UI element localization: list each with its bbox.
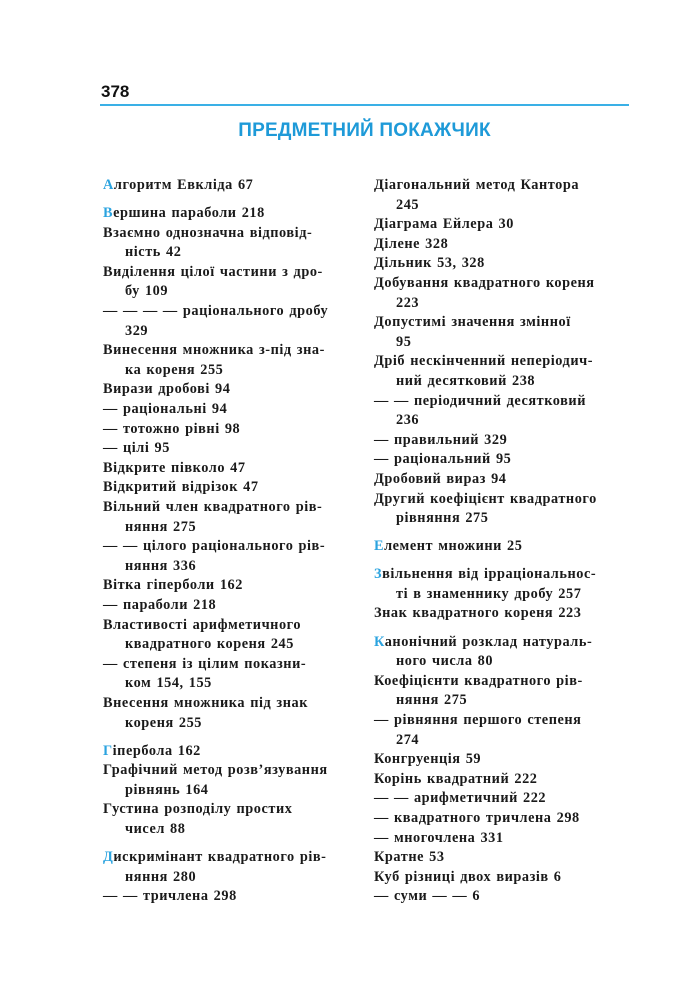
index-entry-text: Коефіцієнти квадратного рів- [374, 672, 583, 689]
index-entry-text: Дільник 53, 328 [374, 255, 485, 272]
index-entry [103, 459, 365, 479]
index-entry-text: Діаграма Ейлера 30 [374, 216, 514, 233]
index-letter-initial: В [103, 205, 114, 222]
index-entry [374, 672, 636, 711]
index-entry [103, 694, 365, 733]
index-entry [103, 498, 365, 537]
index-entry-rest: лгоритм Евкліда 67 [113, 177, 254, 193]
index-entry-text [103, 204, 365, 224]
header-rule [100, 104, 629, 106]
index-entry-continuation: няння 336 [125, 557, 197, 574]
index-entry-continuation: 245 [396, 196, 420, 213]
index-entry [374, 352, 636, 391]
index-entry-text: Корінь квадратний 222 [374, 770, 538, 787]
index-entry-text [374, 537, 636, 557]
index-entry-text: — правильний 329 [374, 431, 508, 448]
index-entry [103, 537, 365, 576]
index-entry-text: Конгруенція 59 [374, 751, 482, 768]
index-entry-text: — — періодичний десятковий [374, 392, 586, 409]
index-entry [374, 490, 636, 529]
index-entry-continuation: кореня 255 [125, 714, 202, 731]
index-entry-continuation: 95 [396, 333, 412, 350]
index-entry [103, 655, 365, 694]
index-entry-text: Вільний член квадратного рів- [103, 499, 323, 515]
index-entry-continuation: ність 42 [125, 244, 182, 261]
index-letter-group [103, 176, 365, 196]
index-entry-rest: іпербола 162 [112, 742, 201, 759]
index-entry [374, 770, 636, 790]
index-letter-initial: З [374, 566, 383, 583]
index-entry [103, 478, 365, 498]
index-entry [374, 633, 636, 672]
index-entry-text: Куб різниці двох виразів 6 [374, 868, 562, 885]
index-entry-continuation: бу 109 [125, 283, 169, 300]
index-entry-text [374, 565, 636, 585]
index-entry-text: — многочлена 331 [374, 829, 504, 846]
index-entry [103, 302, 365, 341]
index-entry-text: Вирази дробові 94 [103, 381, 231, 398]
index-entry-text: — параболи 218 [103, 596, 217, 613]
index-entry [374, 868, 636, 888]
index-entry-text: — — цілого раціонального рів- [103, 538, 326, 555]
index-entry [103, 576, 365, 596]
index-entry-continuation: ка кореня 255 [125, 361, 224, 378]
index-entry-text: Дріб нескінченний неперіодич- [374, 353, 594, 370]
index-entry [374, 750, 636, 770]
index-entry-text: Кратне 53 [374, 849, 445, 866]
index-column-right [374, 176, 636, 915]
index-entry-text [103, 848, 365, 868]
index-entry [103, 204, 365, 224]
index-entry [103, 341, 365, 380]
index-entry-text: Вітка гіперболи 162 [103, 577, 243, 594]
index-entry-text: — цілі 95 [103, 440, 170, 457]
index-entry [374, 829, 636, 849]
index-entry-text: Густина розподілу простих [103, 801, 293, 818]
index-entry [103, 400, 365, 420]
index-entry-continuation: квадратного кореня 245 [125, 636, 294, 653]
index-entry [374, 565, 636, 604]
index-entry [374, 604, 636, 624]
index-entry-text: Виділення цілої частини з дро- [103, 263, 323, 280]
index-entry [374, 274, 636, 313]
index-letter-initial: Д [103, 849, 114, 866]
index-entry [103, 176, 365, 196]
index-entry [103, 887, 365, 907]
index-entry-text: Взаємно однозначна відповід- [103, 224, 313, 241]
index-entry [103, 439, 365, 459]
index-entry [374, 254, 636, 274]
index-entry [103, 596, 365, 616]
index-letter-initial: К [374, 633, 385, 650]
index-entry-rest: искримінант квадратного рів- [113, 849, 327, 866]
index-column-left [103, 176, 365, 915]
index-entry [103, 742, 365, 762]
index-entry [374, 176, 636, 215]
index-entry-text: Діагональний метод Кантора [374, 177, 580, 193]
index-entry-text: — квадратного тричлена 298 [374, 809, 580, 826]
index-entry-continuation: няння 275 [396, 692, 468, 709]
index-entry [103, 616, 365, 655]
index-entry [103, 420, 365, 440]
index-entry [374, 313, 636, 352]
index-entry-text [103, 742, 365, 762]
index-entry [374, 431, 636, 451]
index-entry-continuation: 274 [396, 731, 420, 748]
index-entry [374, 537, 636, 557]
index-entry-text: — раціональні 94 [103, 401, 228, 418]
index-entry-text: — суми — — 6 [374, 888, 481, 905]
index-entry [374, 809, 636, 829]
index-entry [374, 470, 636, 490]
index-entry-rest: вільнення від ірраціональнос- [382, 566, 597, 583]
index-entry-continuation: няння 280 [125, 868, 197, 885]
index-letter-group [103, 742, 365, 840]
index-entry-text: Ділене 328 [374, 235, 449, 252]
index-letter-group [374, 176, 636, 529]
index-entry-text: — рівняння першого степеня [374, 711, 582, 728]
index-entry-text: Винесення множника з-під зна- [103, 342, 325, 359]
index-entry-text: — — тричлена 298 [103, 888, 237, 905]
index-entry-text: — степеня із цілим показни- [103, 655, 307, 672]
index-entry-continuation: 236 [396, 412, 420, 429]
index-letter-group [374, 633, 636, 907]
page-number: 378 [101, 82, 130, 101]
index-entry-text: Внесення множника під знак [103, 694, 308, 711]
index-entry-rest: лемент множини 25 [384, 538, 523, 555]
index-entry-text: Добування квадратного кореня [374, 274, 595, 291]
index-entry-text [103, 176, 365, 196]
index-letter-initial: Г [103, 742, 113, 759]
index-entry [374, 235, 636, 255]
index-entry-text: Відкритий відрізок 47 [103, 479, 259, 496]
index-entry-text: Дробовий вираз 94 [374, 470, 507, 487]
index-entry-continuation: няння 275 [125, 518, 197, 535]
index-entry-rest: ершина параболи 218 [113, 205, 265, 222]
index-letter-group [103, 204, 365, 733]
index-entry-continuation: рівнянь 164 [125, 781, 209, 798]
index-letter-group [103, 848, 365, 907]
index-entry-text: — — — — раціонального дробу [103, 303, 329, 320]
index-entry-text: Допустимі значення змінної [374, 314, 571, 331]
index-entry [103, 800, 365, 839]
index-entry [374, 450, 636, 470]
index-letter-initial: Е [374, 538, 385, 555]
index-entry [374, 887, 636, 907]
index-entry-text: — раціональний 95 [374, 451, 512, 468]
index-entry-continuation: 223 [396, 294, 420, 311]
index-entry-text: Властивості арифметичного [103, 616, 302, 633]
index-entry-text: — — арифметичний 222 [374, 790, 547, 807]
index-entry [103, 224, 365, 263]
index-entry [374, 789, 636, 809]
index-entry-continuation: чисел 88 [125, 821, 186, 837]
index-entry [374, 848, 636, 868]
index-entry [374, 215, 636, 235]
index-entry [103, 380, 365, 400]
index-entry [374, 711, 636, 750]
index-entry [103, 848, 365, 887]
index-entry-text: — тотожно рівні 98 [103, 420, 241, 437]
index-entry-rest: анонічний розклад натураль- [384, 633, 593, 650]
index-entry-continuation: ком 154, 155 [125, 675, 212, 692]
index-entry-text: Другий коефіцієнт квадратного [374, 490, 597, 507]
index-entry [103, 263, 365, 302]
index-entry-continuation: рівняння 275 [396, 510, 489, 527]
page-title: ПРЕДМЕТНИЙ ПОКАЖЧИК [238, 120, 491, 141]
index-entry-text: Відкрите півколо 47 [103, 459, 246, 476]
index-entry-continuation: ного числа 80 [396, 653, 494, 670]
index-entry-text: Знак квадратного кореня 223 [374, 605, 582, 622]
index-entry-text: Графічний метод розв’язування [103, 762, 328, 779]
index-entry-continuation: ті в знаменнику дробу 257 [396, 585, 582, 602]
index-entry-continuation: 329 [125, 322, 149, 339]
index-entry-continuation: ний десятковий 238 [396, 372, 536, 389]
index-entry-text [374, 633, 636, 653]
index-letter-group [374, 537, 636, 557]
index-entry [374, 392, 636, 431]
index-letter-initial: А [103, 177, 114, 193]
index-entry [103, 761, 365, 800]
index-letter-group [374, 565, 636, 624]
